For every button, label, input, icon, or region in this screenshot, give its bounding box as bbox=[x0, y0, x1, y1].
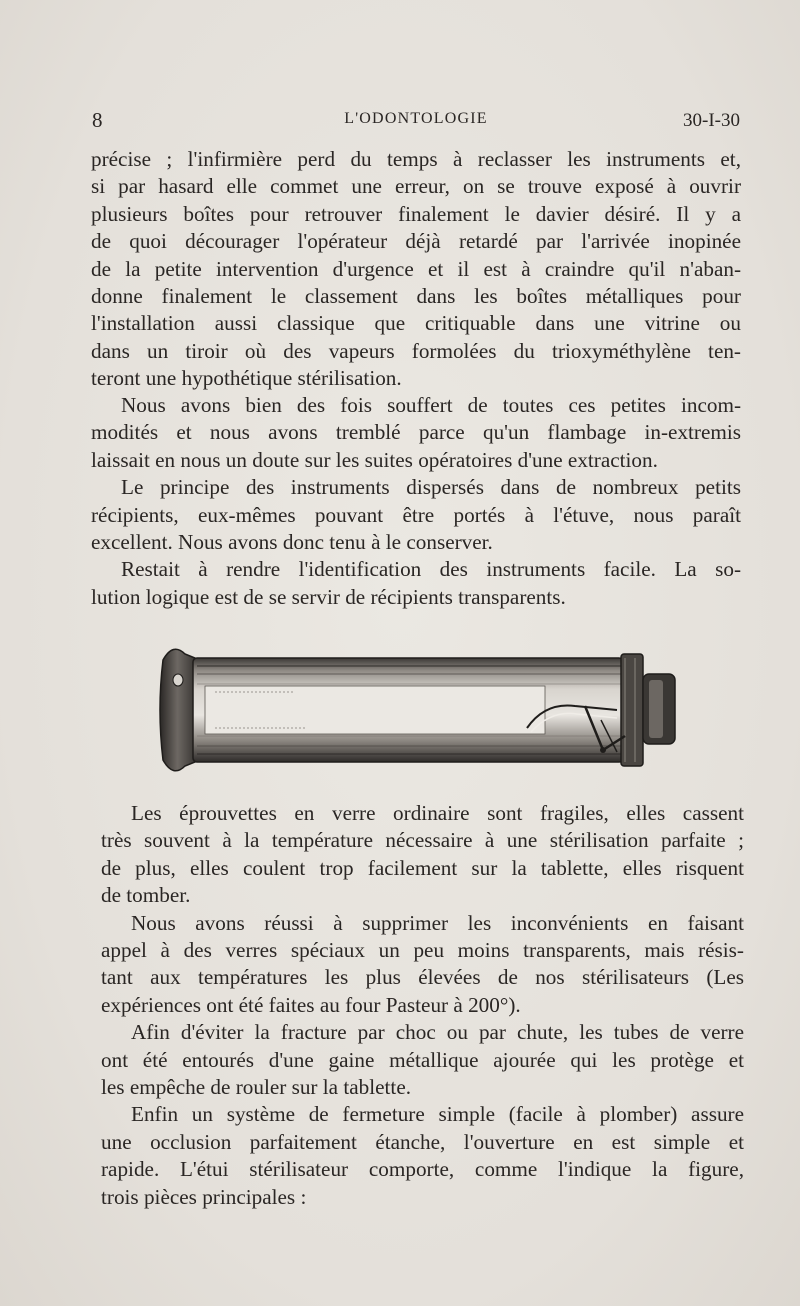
text-line: Nous avons bien des fois souffert de toutes ces petites incom- bbox=[121, 393, 741, 417]
text-line: de plus, elles coulent trop facilement sur la tablette, elles risquent bbox=[101, 855, 744, 880]
text-line: expériences ont été faites au four Pasteur à 200°). bbox=[101, 992, 521, 1017]
text-line: modités et nous avons tremblé parce qu'un flambage in-extremis bbox=[91, 420, 741, 445]
text-line: de quoi décourager l'opérateur déjà retardé par l'arrivée inopinée bbox=[91, 229, 741, 254]
text-line: Le principe des instruments dispersés dans de nombreux petits bbox=[121, 475, 741, 500]
text-line: l'installation aussi classique que critiquable dans une vitrine ou bbox=[91, 311, 741, 336]
text-line: dans un tiroir où des vapeurs formolées du trioxyméthylène ten- bbox=[91, 338, 741, 363]
text-line: précise ; l'infirmière perd du temps à reclasser les instruments et, bbox=[91, 147, 741, 171]
journal-title: L'ODONTOLOGIE bbox=[344, 110, 488, 127]
text-line: appel à des verres spéciaux un peu moins transparents, mais résis- bbox=[101, 938, 744, 963]
text-line: Afin d'éviter la fracture par choc ou par chute, les tubes de verre bbox=[131, 1020, 744, 1045]
text-line: ont été entourés d'une gaine métallique ajourée qui les protège et bbox=[101, 1047, 744, 1072]
text-line: Restait à rendre l'identification des instruments facile. La so- bbox=[121, 557, 741, 582]
text-line: teront une hypothétique stérilisation. bbox=[91, 366, 402, 391]
text-line: une occlusion parfaitement étanche, l'ouverture en est simple et bbox=[101, 1129, 744, 1154]
text-line: laissait en nous un doute sur les suites opératoires d'une extraction. bbox=[91, 447, 658, 472]
text-block-a bbox=[91, 146, 741, 393]
text-block-b bbox=[91, 392, 741, 611]
text-line: rapide. L'étui stérilisateur comporte, comme l'indique la figure, bbox=[101, 1157, 744, 1182]
running-head bbox=[92, 108, 740, 134]
text-line: de tomber. bbox=[101, 883, 191, 908]
text-block-c bbox=[101, 800, 744, 1211]
text-line: trois pièces principales : bbox=[101, 1184, 307, 1209]
page-number: 8 bbox=[92, 108, 103, 132]
text-line: plusieurs boîtes pour retrouver finalement le davier désiré. Il y a bbox=[91, 201, 741, 226]
text-line: récipients, eux-mêmes pouvant être portés à l'étuve, nous paraît bbox=[91, 502, 741, 527]
text-line: les empêche de rouler sur la tablette. bbox=[101, 1075, 412, 1100]
text-line: de la petite intervention d'urgence et il est à craindre qu'il n'aban- bbox=[91, 256, 741, 281]
issue-date: 30-I-30 bbox=[683, 110, 740, 131]
sterilizer-tube-icon bbox=[155, 640, 685, 780]
text-line: Les éprouvettes en verre ordinaire sont fragiles, elles cassent bbox=[131, 801, 744, 825]
text-line: lution logique est de se servir de récipients transparents. bbox=[91, 584, 566, 609]
sterilizer-tube-illustration bbox=[155, 640, 685, 780]
text-line: très souvent à la température nécessaire à une stérilisation parfaite ; bbox=[101, 828, 744, 853]
text-line: excellent. Nous avons donc tenu à le conserver. bbox=[91, 530, 493, 555]
text-line: Enfin un système de fermeture simple (facile à plomber) assure bbox=[131, 1102, 744, 1127]
text-line: donne finalement le classement dans les boîtes métalliques pour bbox=[91, 284, 741, 309]
text-line: si par hasard elle commet une erreur, on se trouve exposé à ouvrir bbox=[91, 174, 741, 199]
text-line: Nous avons réussi à supprimer les inconvénients en faisant bbox=[131, 910, 744, 935]
text-line: tant aux températures les plus élevées de nos stérilisateurs (Les bbox=[101, 965, 744, 990]
